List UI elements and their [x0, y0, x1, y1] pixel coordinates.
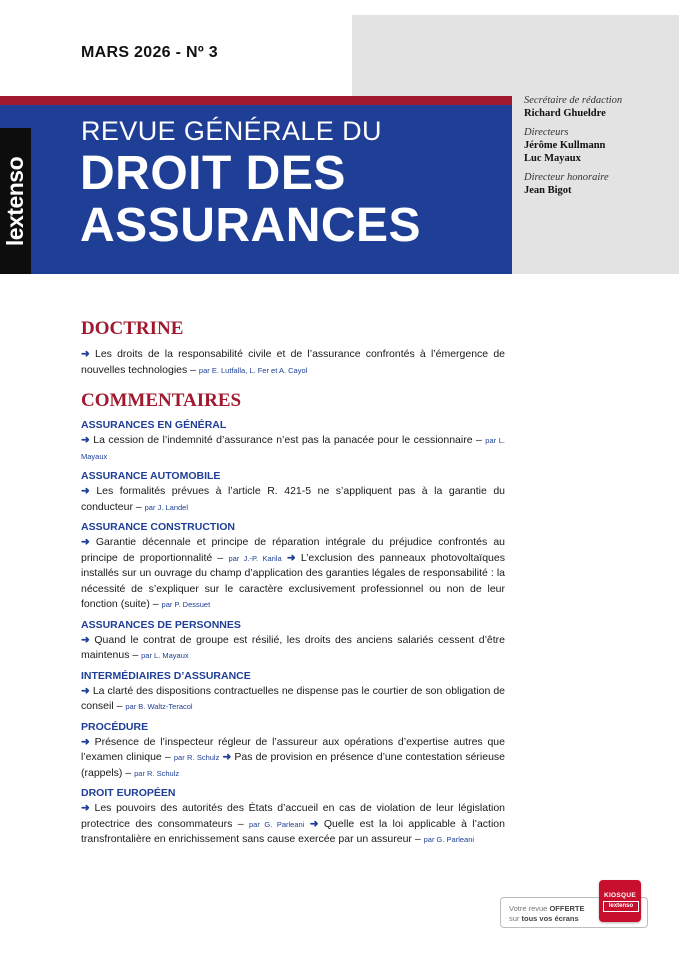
article-title[interactable]: Les pouvoirs des autorités des États d’accueil en cas de violation de leur législation protectrice des consommateurs –: [81, 802, 505, 830]
promo-line1: Votre revue OFFERTE: [509, 904, 585, 913]
category-heading: ASSURANCE AUTOMOBILE: [81, 470, 221, 482]
article-title[interactable]: La cession de l’indemnité d’assurance n’est pas la panacée pour le cessionnaire –: [93, 434, 486, 446]
arrow-right-icon: ➜: [81, 536, 96, 548]
staff-name: Jean Bigot: [524, 185, 572, 196]
article-author: par R. Schulz: [173, 753, 220, 762]
doctrine-heading: DOCTRINE: [81, 318, 184, 339]
toc-entry: [81, 484, 505, 515]
article-title[interactable]: Présence de l’inspecteur régleur de l’assureur aux opérations d’expertise autres que l’examen clinique –: [81, 735, 505, 763]
staff-name: Richard Ghueldre: [524, 108, 606, 119]
arrow-right-icon: ➜: [81, 735, 95, 748]
commentaires-heading: COMMENTAIRES: [81, 390, 242, 411]
arrow-right-icon: ➜: [81, 434, 94, 446]
toc-entry: [81, 801, 505, 848]
promo-line2: sur tous vos écrans: [509, 914, 579, 923]
arrow-right-icon: ➜: [222, 751, 235, 763]
commentaires-list: [81, 419, 505, 848]
article-author: par G. Parleani: [248, 819, 305, 829]
article-author: par R. Schulz: [134, 768, 180, 778]
editorial-staff: [524, 94, 674, 203]
arrow-right-icon: ➜: [286, 551, 301, 564]
category-heading: PROCÉDURE: [81, 720, 149, 733]
article-title[interactable]: Pas de provision en présence d’une contestation sérieuse (rappels) –: [81, 751, 506, 779]
article-author: par G. Parleani: [423, 835, 475, 844]
lextenso-logo-text: lextenso: [2, 156, 29, 246]
issue-label: MARS 2026 - Nº 3: [81, 44, 218, 61]
arrow-right-icon: ➜: [309, 817, 324, 830]
table-of-contents: [81, 318, 505, 854]
arrow-right-icon: ➜: [81, 684, 93, 697]
arrow-right-icon: ➜: [81, 802, 95, 814]
article-author: par P. Dessuet: [161, 600, 211, 609]
article-author: par J.-P. Karila: [228, 553, 282, 563]
article-author: par L. Mayaux: [141, 651, 189, 660]
category-heading: ASSURANCES DE PERSONNES: [81, 618, 241, 631]
staff-role: Directeurs: [524, 127, 569, 138]
arrow-right-icon: ➜: [81, 348, 95, 360]
arrow-right-icon: ➜: [81, 633, 95, 646]
category-heading: ASSURANCES EN GÉNÉRAL: [81, 419, 227, 431]
journal-title-line2: DROIT DES: [80, 147, 346, 200]
toc-entry: [81, 433, 505, 464]
article-author: par J. Landel: [144, 502, 189, 512]
staff-name: Jérôme Kullmann: [524, 140, 606, 151]
article-title[interactable]: Quelle est la loi applicable à l’action transfrontalière en enrichissement sans cause exercée par un assureur –: [81, 817, 505, 845]
article-title[interactable]: Quand le contrat de groupe est résilié, les droits des anciens salariés cessent d’être maintenus –: [81, 633, 505, 661]
staff-role: Directeur honoraire: [524, 172, 609, 183]
staff-name: Luc Mayaux: [524, 153, 581, 164]
toc-entry: [81, 347, 505, 378]
category-heading: ASSURANCE CONSTRUCTION: [81, 521, 236, 533]
category-heading: INTERMÉDIAIRES D’ASSURANCE: [81, 669, 251, 682]
article-author: par E. Lutfalla, L. Fer et A. Cayol: [198, 365, 308, 375]
toc-entry: [81, 535, 505, 613]
toc-entry: [81, 684, 505, 715]
arrow-right-icon: ➜: [81, 485, 97, 497]
staff-role: Secrétaire de rédaction: [524, 95, 623, 106]
article-title[interactable]: L’exclusion des panneaux photovoltaïques installés sur un ouvrage du champ d’application des garanties légales de responsabilité : la nécessité de s’expliquer sur le caractère exclusivement professionnel ou non de leur fonction (suite) –: [81, 551, 505, 610]
toc-entry: [81, 735, 505, 782]
category-heading: DROIT EUROPÉEN: [81, 787, 176, 799]
journal-title-line3: ASSURANCES: [80, 199, 422, 252]
banner-red-stripe: [0, 96, 512, 105]
article-title[interactable]: Les droits de la responsabilité civile et de l’assurance confrontés à l’émergence de nouvelles technologies –: [81, 348, 505, 376]
toc-entry: [81, 633, 505, 664]
article-title[interactable]: Garantie décennale et principe de réparation intégrale du préjudice confrontés au principe de proportionnalité –: [81, 536, 506, 564]
article-title[interactable]: La clarté des dispositions contractuelles ne dispense pas le courtier de son obligation de conseil –: [81, 684, 505, 712]
doctrine-list: [81, 347, 505, 378]
journal-title-line1: REVUE GÉNÉRALE DU: [81, 116, 382, 146]
article-title[interactable]: Les formalités prévues à l’article R. 421-5 ne s’appliquent pas à la garantie du conducteur –: [81, 485, 505, 513]
article-author: par L. Mayaux: [81, 436, 505, 461]
article-author: par B. Waltz-Teracol: [125, 702, 193, 711]
kiosque-lextenso-badge[interactable]: KIOSQUE lextenso: [599, 880, 641, 922]
